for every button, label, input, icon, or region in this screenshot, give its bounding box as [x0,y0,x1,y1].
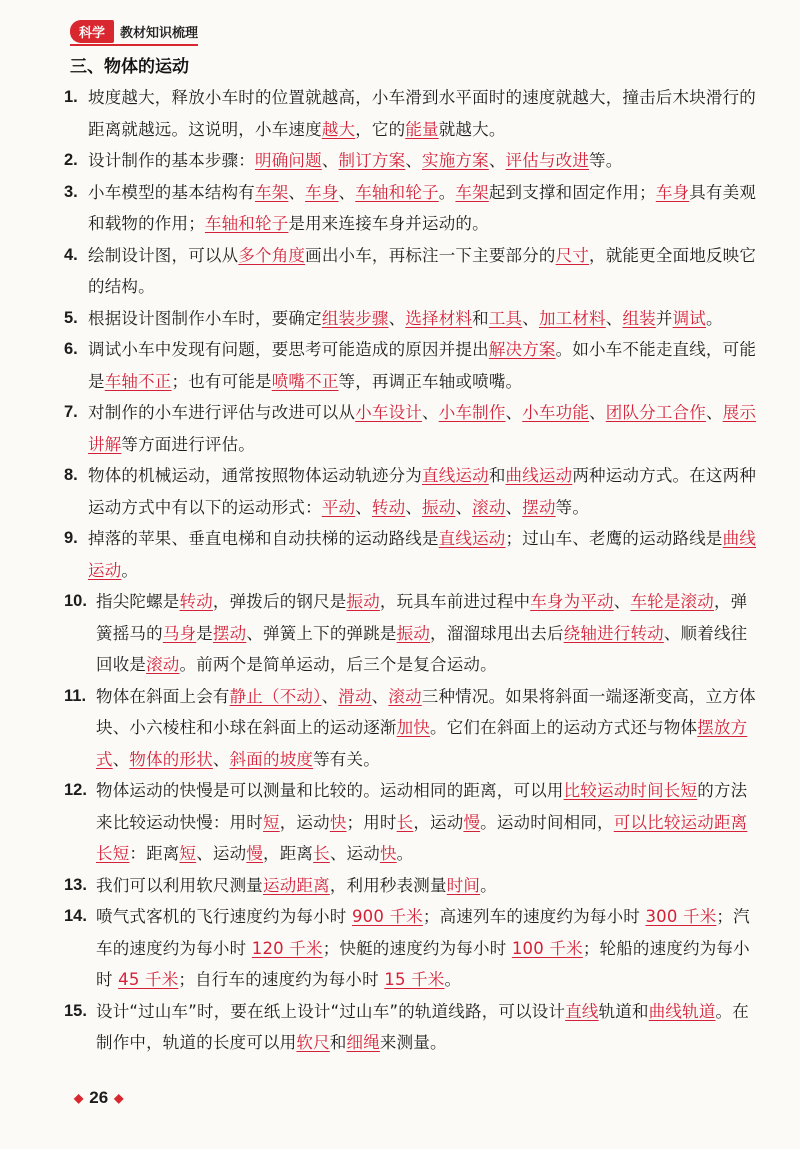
statement-text: 、 [613,592,631,611]
answer-text: 曲线运动 [505,466,573,485]
statement-text: ；过山车、老鹰的运动路线是 [505,529,723,548]
answer-text: 长 [396,812,414,832]
statement-text: 、 [338,182,356,202]
answer-text: 马身 [162,623,197,643]
statement-text: ，玩具车前进过程中 [379,592,531,611]
statement-text: ，它的 [355,119,406,139]
statement-text: 。 [480,875,497,895]
statement-text: 就越大。 [438,119,506,139]
statement-text: 和 [472,308,489,328]
answer-text: 摆动 [522,497,556,517]
answer-text: 车轴和轮子 [204,214,289,233]
list-item [64,775,764,870]
item-number: 15. [64,1001,87,1020]
statement-text: 起到支撑和固定作用； [488,182,656,202]
item-text [96,901,764,996]
answer-text: 振动 [396,623,431,643]
statement-text: 、 [605,308,623,328]
page-number: 26 [89,1088,109,1107]
answer-text: 快 [329,812,347,832]
statement-text: 、顺着线往回收是 [96,623,748,674]
statement-text: ，弹拨后的钢尺是 [212,592,347,611]
answer-text: 曲线运动 [88,529,757,580]
answer-text: 车身为平动 [530,592,614,611]
statement-text: 、 [212,749,230,769]
statement-text: ；汽车的速度约为每小时 [96,907,750,958]
statement-text: 掉落的苹果、垂直电梯和自动扶梯的运动路线是 [88,529,439,548]
statement-text: 。 [121,560,139,580]
answer-text: 比较运动时间长短 [563,781,698,800]
list-item [64,82,764,145]
answer-text: 团队分工合作 [605,403,706,422]
statement-text: 等方面进行评估。 [121,434,256,454]
diamond-icon: ◆ [74,1091,84,1105]
statement-text: 等有关。 [313,749,380,769]
statement-text: 的方法来比较运动快慢：用时 [96,781,748,832]
statement-text: 是 [196,623,213,643]
statement-text: 设计“过山车”时，要在纸上设计“过山车”的轨道线路，可以设计 [96,1001,566,1021]
item-number: 7. [64,403,78,421]
item-number: 5. [64,308,78,327]
answer-text: 车架 [455,182,489,202]
statement-text: 物体的机械运动，通常按照物体运动轨迹分为 [88,466,422,485]
statement-text: 来测量。 [379,1033,447,1052]
statement-text: 。在制作中，轨道的长度可以用 [96,1001,749,1052]
answer-text: 直线运动 [422,466,489,485]
statement-text: 对制作的小车进行评估与改进可以从 [88,403,356,422]
statement-text: 、运动 [196,844,247,863]
answer-text: 物体的形状 [129,749,213,769]
answer-text: 车轮是滚动 [630,592,714,611]
answer-text: 滚动 [472,497,506,517]
statement-text: 、运动 [329,844,380,863]
statement-text: 和 [329,1033,347,1052]
answer-text: 曲线轨道 [648,1001,716,1021]
answer-text: 解决方案 [488,340,556,359]
answer-text: 斜面的坡度 [229,749,314,769]
answer-text: 滑动 [338,686,372,706]
statement-text: 、 [505,403,523,422]
answer-text: 振动 [422,497,456,517]
item-text [88,240,764,303]
item-number: 3. [64,182,78,201]
answer-text: 平动 [321,497,356,517]
statement-text: ，距离 [263,844,314,863]
answer-text: 直线运动 [438,529,506,548]
answer-text: 绕轴进行转动 [563,623,664,643]
answer-text: 小车制作 [438,403,506,422]
statement-text: ，弹簧摇马的 [96,592,748,643]
answer-text: 900 千米 [351,907,423,926]
page-header [70,20,198,42]
list-item [64,397,764,460]
item-text [96,775,764,870]
list-item [64,870,764,902]
statement-text: 并 [655,308,673,328]
statement-text: 三种情况。如果将斜面一端逐渐变高，立方体块、小六棱柱和小球在斜面上的运动逐渐 [96,686,756,737]
statement-text: ，运动 [279,812,330,832]
answer-text: 细绳 [346,1033,380,1052]
statement-text: 、 [355,497,372,517]
answer-text: 喷嘴不正 [271,371,339,391]
list-item [64,240,764,303]
answer-text: 软尺 [296,1033,330,1052]
list-item [64,586,764,681]
diamond-icon: ◆ [114,1091,124,1105]
answer-text: 能量 [405,119,439,139]
list-item [64,145,764,177]
statement-text: ；快艇的速度约为每小时 [322,938,512,958]
statement-text: 、 [321,151,339,170]
statement-text: 画出小车，再标注一下主要部分的 [305,245,556,265]
answer-text: 长 [313,844,330,863]
statement-text: 绘制设计图，可以从 [88,245,239,265]
statement-text: 等，再调正车轴或喷嘴。 [338,371,523,391]
statement-text: 小车模型的基本结构有 [88,182,255,202]
statement-text: 调试小车中发现有问题，要思考可能造成的原因并提出 [88,340,489,359]
answer-text: 车架 [255,182,289,202]
answer-text: 振动 [346,592,380,611]
answer-text: 摆动 [212,623,247,643]
statement-text: 、 [589,403,606,422]
statement-text: 、弹簧上下的弹跳是 [246,623,397,643]
answer-text: 转动 [371,497,406,517]
statement-text: 。前两个是简单运动，后三个是复合运动。 [179,655,497,674]
statement-text: 、 [422,403,439,422]
answer-text: 慢 [463,812,481,832]
item-text [88,523,764,586]
statement-text: 、 [112,749,130,769]
item-number: 12. [64,781,87,799]
item-text [96,996,764,1059]
answer-text: 小车设计 [355,403,423,422]
answer-text: 300 千米 [645,907,717,926]
statement-text: 、 [371,686,389,706]
answer-text: 加工材料 [538,308,606,328]
answer-text: 车轴和轮子 [355,182,439,202]
statement-text: ：距离 [129,844,180,863]
knowledge-list [64,82,764,1059]
answer-text: 制订方案 [338,151,406,170]
statement-text: 、 [288,182,306,202]
answer-text: 直线 [565,1001,599,1021]
item-number: 10. [64,592,87,610]
answer-text: 快 [379,844,397,863]
list-item [64,177,764,240]
statement-text: ；自行车的速度约为每小时 [178,970,385,989]
answer-text: 120 千米 [251,938,323,958]
header-title: 教材知识梳理 [120,25,199,41]
statement-text: 。 [396,844,414,863]
list-item [64,901,764,996]
item-number: 4. [64,245,78,264]
statement-text: ，溜溜球甩出去后 [430,623,564,643]
statement-text: ，利用秒表测量 [329,875,447,895]
list-item [64,996,764,1059]
item-text [88,397,764,460]
statement-text: 设计制作的基本步骤： [88,151,255,170]
statement-text: ；轮船的速度约为每小时 [96,938,750,989]
item-number: 11. [64,686,87,705]
item-number: 14. [64,907,87,925]
statement-text: 和 [488,466,506,485]
statement-text: 是用来连接车身并运动的。 [288,214,489,233]
list-item [64,681,764,776]
header-rule [70,44,198,46]
answer-text: 选择材料 [405,308,473,328]
statement-text: 、 [388,308,406,328]
answer-text: 短 [263,812,280,832]
statement-text: 。 [705,308,723,328]
item-number: 2. [64,151,78,169]
statement-text: 喷气式客机的飞行速度约为每小时 [96,907,352,926]
item-text [96,681,764,776]
statement-text: 、 [505,497,523,517]
statement-text: ；也有可能是 [171,371,272,391]
answer-text: 100 千米 [511,938,583,958]
item-number: 6. [64,340,78,358]
item-number: 8. [64,466,78,484]
statement-text: 物体运动的快慢是可以测量和比较的。运动相同的距离，可以用 [96,781,564,800]
item-text [96,870,764,902]
answer-text: 调试 [672,308,706,328]
statement-text: 、 [405,151,423,170]
subject-badge: 科学 [70,20,114,43]
statement-text: 两种运动方式。在这两种运动方式中有以下的运动形式： [88,466,757,517]
answer-text: 加快 [396,718,431,737]
answer-text: 组装 [622,308,656,328]
statement-text: 、 [455,497,473,517]
item-text [88,177,764,240]
answer-text: 明确问题 [255,151,322,170]
answer-text: 实施方案 [422,151,489,170]
item-text [88,334,764,397]
statement-text: 物体在斜面上会有 [96,686,230,706]
statement-text: ，就能更全面地反映它的结构。 [88,245,757,296]
item-text [96,586,764,681]
statement-text: 根据设计图制作小车时，要确定 [88,308,322,328]
answer-text: 静止（不动） [229,686,322,706]
answer-text: 小车功能 [522,403,590,422]
answer-text: 评估与改进 [505,151,590,170]
answer-text: 滚动 [388,686,422,706]
answer-text: 工具 [488,308,523,328]
item-text [88,145,764,177]
item-text [88,82,764,145]
answer-text: 车身 [305,182,339,202]
statement-text: 具有美观和载物的作用； [88,182,757,233]
statement-text: ；用时 [346,812,397,832]
answer-text: 车身 [655,182,690,202]
answer-text: 多个角度 [238,245,306,265]
answer-text: 组装步骤 [321,308,389,328]
answer-text: 时间 [446,875,481,895]
statement-text: 。 [438,182,456,202]
statement-text: 、 [321,686,339,706]
item-text [88,460,764,523]
answer-text: 车轴不正 [104,371,172,391]
statement-text: 坡度越大，释放小车时的位置就越高，小车滑到水平面时的速度就越大，撞击后木块滑行的距离就越远。这说明，小车速度 [88,88,756,139]
statement-text: ，运动 [413,812,464,832]
answer-text: 尺寸 [555,245,590,265]
page-footer [68,1088,129,1108]
statement-text: 。 [444,970,462,989]
list-item [64,460,764,523]
answer-text: 45 千米 [118,970,179,989]
item-number: 9. [64,529,78,547]
list-item [64,303,764,335]
item-number: 13. [64,875,87,894]
list-item [64,334,764,397]
statement-text: 、 [405,497,423,517]
item-text [88,303,764,335]
answer-text: 转动 [179,592,213,611]
statement-text: 。如小车不能走直线，可能是 [88,340,757,391]
answer-text: 15 千米 [384,970,445,989]
statement-text: 、 [488,151,506,170]
statement-text: 、 [705,403,723,422]
answer-text: 短 [179,844,197,863]
statement-text: 等。 [555,497,590,517]
statement-text: 。运动时间相同， [480,812,614,832]
section-title: 三、物体的运动 [70,57,189,77]
statement-text: 、 [522,308,539,328]
statement-text: 。它们在斜面上的运动方式还与物体 [430,718,698,737]
statement-text: ；高速列车的速度约为每小时 [422,907,646,926]
answer-text: 越大 [321,119,356,139]
answer-text: 滚动 [146,655,180,674]
answer-text: 运动距离 [263,875,330,895]
statement-text: 等。 [589,151,623,170]
item-number: 1. [64,88,78,106]
answer-text: 慢 [246,844,264,863]
list-item [64,523,764,586]
answer-text: 展示讲解 [88,403,757,454]
statement-text: 指尖陀螺是 [96,592,180,611]
answer-text: 可以比较运动距离长短 [96,812,748,863]
answer-text: 摆放方式 [96,718,748,769]
statement-text: 轨道和 [598,1001,649,1021]
statement-text: 我们可以利用软尺测量 [96,875,263,895]
